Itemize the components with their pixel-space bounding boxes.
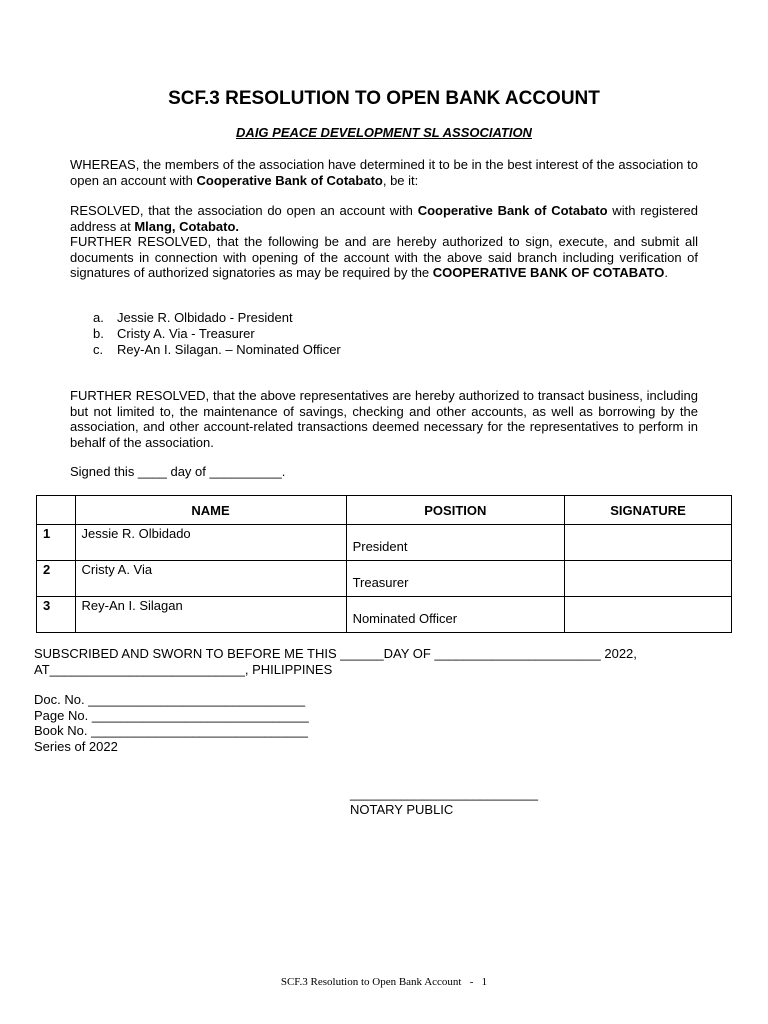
table-row: [37, 597, 732, 633]
table-header-signature: SIGNATURE: [565, 496, 732, 525]
whereas-paragraph: [70, 157, 698, 188]
table-header-row: [37, 496, 732, 525]
subscribed-line-2: AT___________________________, PHILIPPINES: [34, 661, 333, 677]
whereas-text-2: , be it:: [382, 172, 419, 188]
further-resolved-1-paragraph: [70, 234, 698, 281]
series: Series of 2022: [34, 738, 118, 754]
resolved-bank: Cooperative Bank of Cotabato: [417, 203, 608, 218]
signed-line: Signed this ____ day of __________.: [70, 464, 286, 479]
list-text: Jessie R. Olbidado - President: [117, 310, 293, 325]
page-title: SCF.3 RESOLUTION TO OPEN BANK ACCOUNT: [168, 88, 600, 109]
row-number: 3: [37, 597, 76, 633]
doc-no: Doc. No. ______________________________: [34, 692, 306, 707]
further-resolved-1-bank: COOPERATIVE BANK OF COTABATO: [432, 265, 665, 280]
notary-label: NOTARY PUBLIC: [350, 801, 454, 817]
association-name: DAIG PEACE DEVELOPMENT SL ASSOCIATION: [236, 125, 532, 140]
resolved-text-1: RESOLVED, that the association do open an account with: [70, 203, 418, 218]
row-name: Rey-An I. Silagan: [75, 597, 346, 633]
table-row: [37, 561, 732, 597]
row-position: Nominated Officer: [346, 597, 565, 633]
row-position: President: [346, 525, 565, 561]
book-no: Book No. ______________________________: [34, 723, 308, 738]
notary-signature-line: __________________________: [350, 786, 538, 801]
list-letter: b.: [93, 326, 104, 341]
further-resolved-2-paragraph: FURTHER RESOLVED, that the above representatives are hereby authorized to transact business, including but not limited to, the maintenance of savings, checking and other accounts, as well as borrowing by the association, and other account-related transactions deemed necessary for the representatives to perform in behalf of the association.: [70, 388, 698, 450]
row-position: Treasurer: [346, 561, 565, 597]
row-signature[interactable]: [565, 597, 732, 633]
list-item: [93, 310, 341, 326]
list-letter: c.: [93, 342, 104, 357]
further-resolved-1-text: FURTHER RESOLVED, that the following be and are hereby authorized to sign, execute, and submit all documents in connection with opening of the account with the above said branch including verification of signatures of authorized signatories as may be required by the: [70, 234, 698, 280]
row-signature[interactable]: [565, 561, 732, 597]
table-header-name: NAME: [75, 496, 346, 525]
further-resolved-1-end: .: [664, 265, 668, 280]
doc-info-block: [34, 692, 309, 754]
signatories-list: [93, 310, 341, 358]
table-header-position: POSITION: [346, 496, 565, 525]
row-number: 2: [37, 561, 76, 597]
signatories-table: [36, 495, 732, 633]
table-header-num: [37, 496, 76, 525]
list-text: Cristy A. Via - Treasurer: [117, 326, 255, 341]
resolved-address: Mlang, Cotabato.: [134, 218, 240, 234]
row-name: Jessie R. Olbidado: [75, 525, 346, 561]
row-signature[interactable]: [565, 525, 732, 561]
list-item: [93, 342, 341, 358]
subscribed-block: [34, 646, 637, 677]
list-item: [93, 326, 341, 342]
list-text: Rey-An I. Silagan. – Nominated Officer: [117, 342, 341, 357]
notary-public-block: [350, 786, 538, 817]
resolved-text-2: with registered address at: [70, 203, 699, 234]
subscribed-line-1: SUBSCRIBED AND SWORN TO BEFORE ME THIS ______DAY OF _______________________ 2022,: [34, 646, 637, 661]
table-row: [37, 525, 732, 561]
resolved-paragraph: [70, 203, 698, 234]
whereas-bank: Cooperative Bank of Cotabato: [196, 172, 383, 188]
list-letter: a.: [93, 310, 104, 325]
whereas-text-1: WHEREAS, the members of the association have determined it to be in the best interest of the association to open an account with: [70, 157, 698, 188]
row-name: Cristy A. Via: [75, 561, 346, 597]
row-number: 1: [37, 525, 76, 561]
page-footer: SCF.3 Resolution to Open Bank Account - 1: [280, 976, 488, 988]
page-no: Page No. ______________________________: [34, 707, 309, 723]
